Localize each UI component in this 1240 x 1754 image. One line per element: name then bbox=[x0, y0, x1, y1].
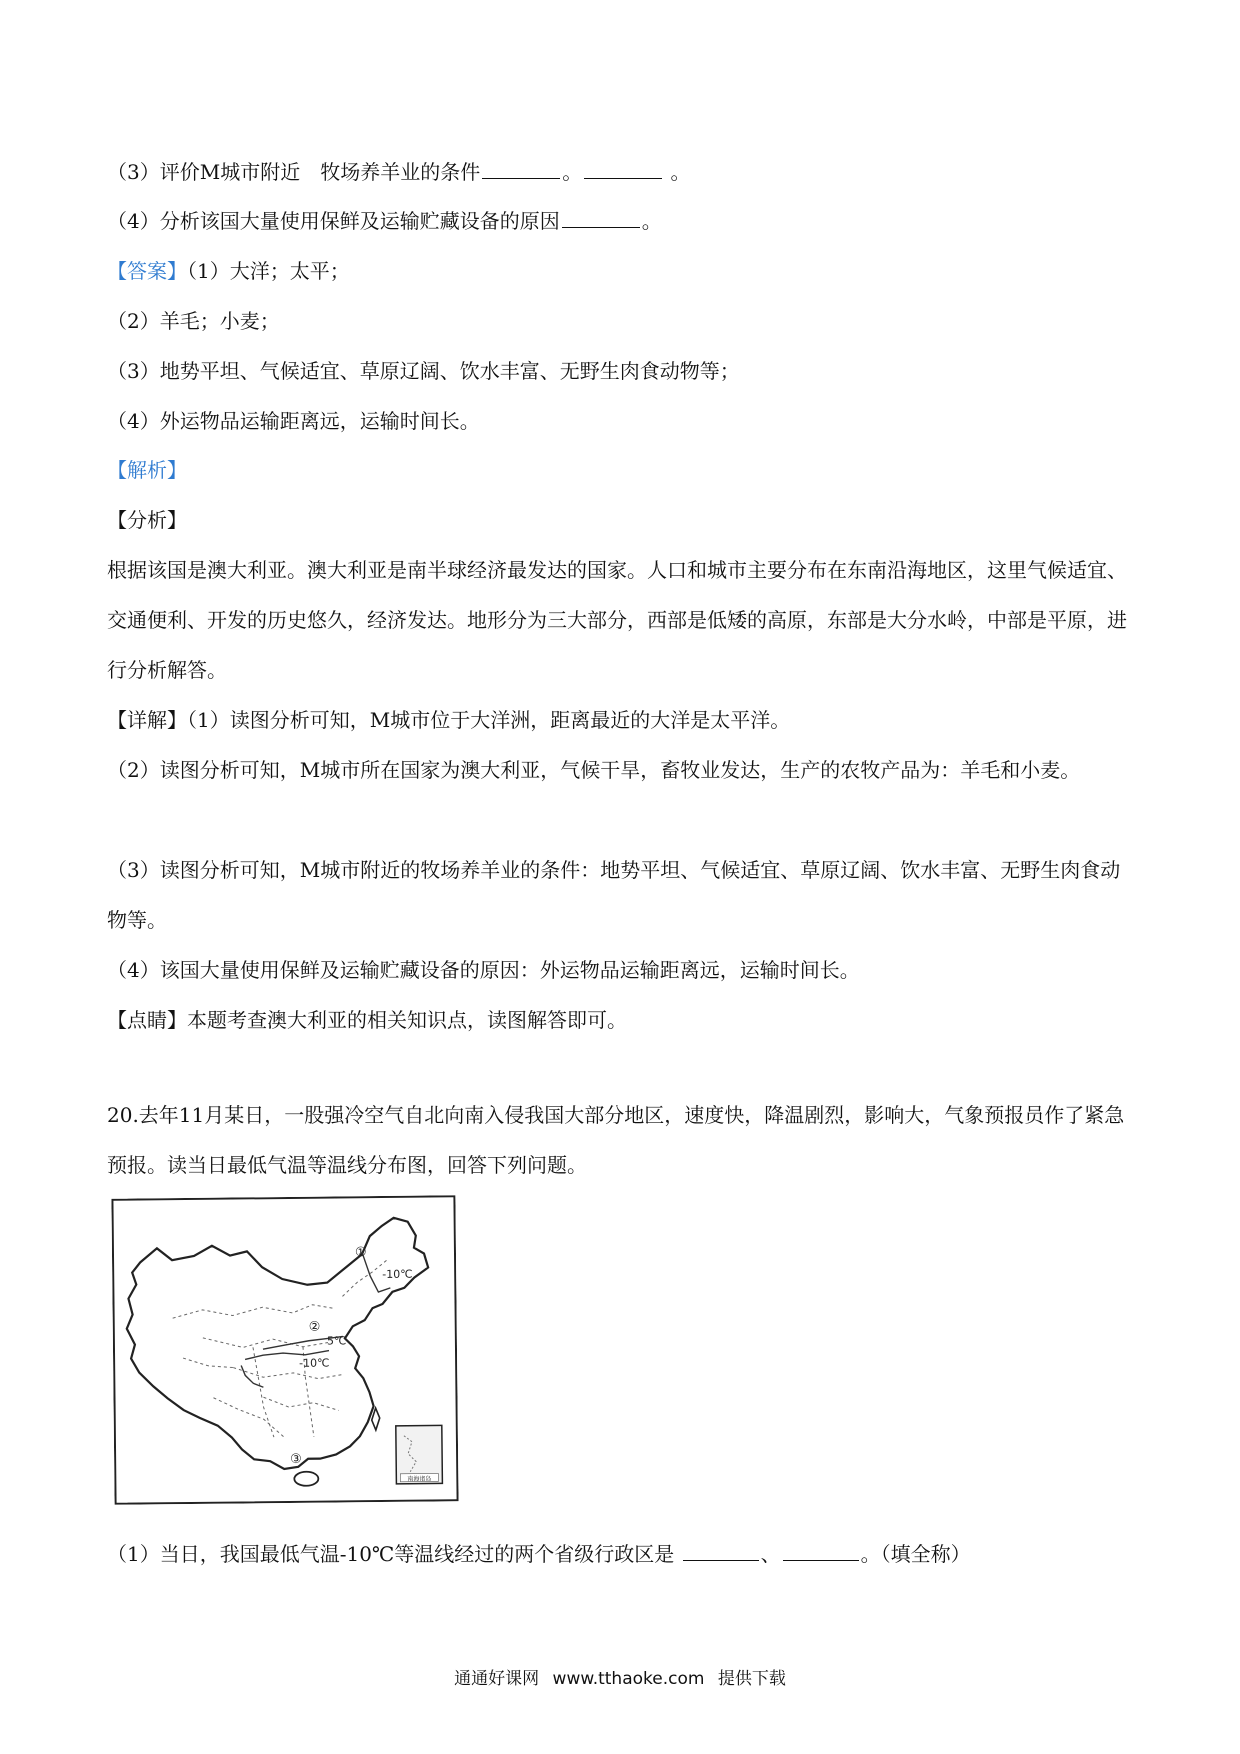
isotherm-label-minus10: -10℃ bbox=[299, 1356, 330, 1370]
q19-answer-1 bbox=[107, 256, 1137, 286]
fenxi-tag: 【分析】 bbox=[107, 508, 187, 532]
detail-3: （3）读图分析可知，M城市附近的牧场养羊业的条件：地势平坦、气候适宜、草原辽阔、饮水丰富、无野生肉食动物等。 bbox=[107, 858, 1121, 932]
q20-sub1 bbox=[107, 1539, 1137, 1569]
south-china-sea-inset bbox=[396, 1425, 443, 1483]
detail-4: （4）该国大量使用保鲜及运输贮藏设备的原因：外运物品运输距离远，运输时间长。 bbox=[107, 958, 860, 982]
footer-url: www.tthaoke.com bbox=[552, 1669, 705, 1689]
q19-sub4-end: 。 bbox=[641, 209, 662, 233]
footer-suffix: 提供下载 bbox=[717, 1669, 786, 1689]
detail-tag: 【详解】 bbox=[107, 708, 187, 732]
isotherm-label-5: 5℃ bbox=[326, 1334, 347, 1348]
q19-sub3-end: 。 bbox=[664, 160, 691, 184]
map-label-1: ① bbox=[354, 1245, 367, 1261]
page-footer bbox=[0, 1664, 1240, 1689]
isotherm-label-minus10-ne: -10℃ bbox=[382, 1267, 413, 1281]
inset-caption: 南海诸岛 bbox=[407, 1475, 432, 1483]
q20-sub1-sep: 、 bbox=[760, 1542, 781, 1566]
dianjing-text: 本题考查澳大利亚的相关知识点，读图解答即可。 bbox=[187, 1008, 627, 1032]
q19-answer-2: （2）羊毛；小麦； bbox=[107, 309, 280, 333]
china-isotherm-map-figure bbox=[111, 1195, 458, 1505]
answer-blank bbox=[482, 160, 560, 179]
answer-blank bbox=[584, 160, 662, 179]
q19-sub3-sep: 。 bbox=[562, 160, 583, 184]
isotherm-map bbox=[111, 1195, 458, 1505]
footer-site-name: 通通好课网 bbox=[454, 1669, 540, 1689]
q19-sub3-text: （3）评价M城市附近 牧场养羊业的条件 bbox=[107, 160, 481, 184]
q19-answer-3: （3）地势平坦、气候适宜、草原辽阔、饮水丰富、无野生肉食动物等； bbox=[107, 359, 740, 383]
map-label-3: ③ bbox=[290, 1451, 302, 1467]
fenxi-paragraph: 根据该国是澳大利亚。澳大利亚是南半球经济最发达的国家。人口和城市主要分布在东南沿海地区，这里气候适宜、交通便利、开发的历史悠久，经济发达。地形分为三大部分，西部是低矮的高原，东部是大分水岭，中部是平原，进行分析解答。 bbox=[107, 558, 1127, 682]
q19-sub4-text: （4）分析该国大量使用保鲜及运输贮藏设备的原因 bbox=[107, 209, 560, 233]
dianjing-tag: 【点睛】 bbox=[107, 1008, 187, 1032]
answer-blank bbox=[783, 1542, 859, 1561]
q19-sub4 bbox=[107, 206, 1137, 236]
q20-sub1-text: （1）当日，我国最低气温-10℃等温线经过的两个省级行政区是 bbox=[107, 1542, 675, 1566]
answer-tag: 【答案】 bbox=[107, 259, 187, 283]
answer-blank bbox=[562, 209, 640, 228]
q19-sub3 bbox=[107, 157, 1137, 187]
answer-line: （1）大洋；太平； bbox=[187, 259, 350, 283]
analysis-tag: 【解析】 bbox=[107, 458, 187, 482]
dianjing bbox=[107, 1005, 1137, 1035]
map-label-2: ② bbox=[308, 1319, 321, 1335]
detail-2: （2）读图分析可知，M城市所在国家为澳大利亚，气候干旱，畜牧业发达，生产的农牧产品为：羊毛和小麦。 bbox=[107, 758, 1081, 782]
detail-text: （1）读图分析可知，M城市位于大洋洲，距离最近的大洋是太平洋。 bbox=[187, 708, 791, 732]
answer-blank bbox=[683, 1542, 759, 1561]
q20-stem: 20.去年11月某日，一股强冷空气自北向南入侵我国大部分地区，速度快，降温剧烈，影响大，气象预报员作了紧急预报。读当日最低气温等温线分布图，回答下列问题。 bbox=[107, 1103, 1125, 1177]
detail-1 bbox=[107, 705, 1137, 735]
q19-answer-4: （4）外运物品运输距离远，运输时间长。 bbox=[107, 409, 480, 433]
q20-sub1-end: 。（填全称） bbox=[860, 1542, 971, 1566]
